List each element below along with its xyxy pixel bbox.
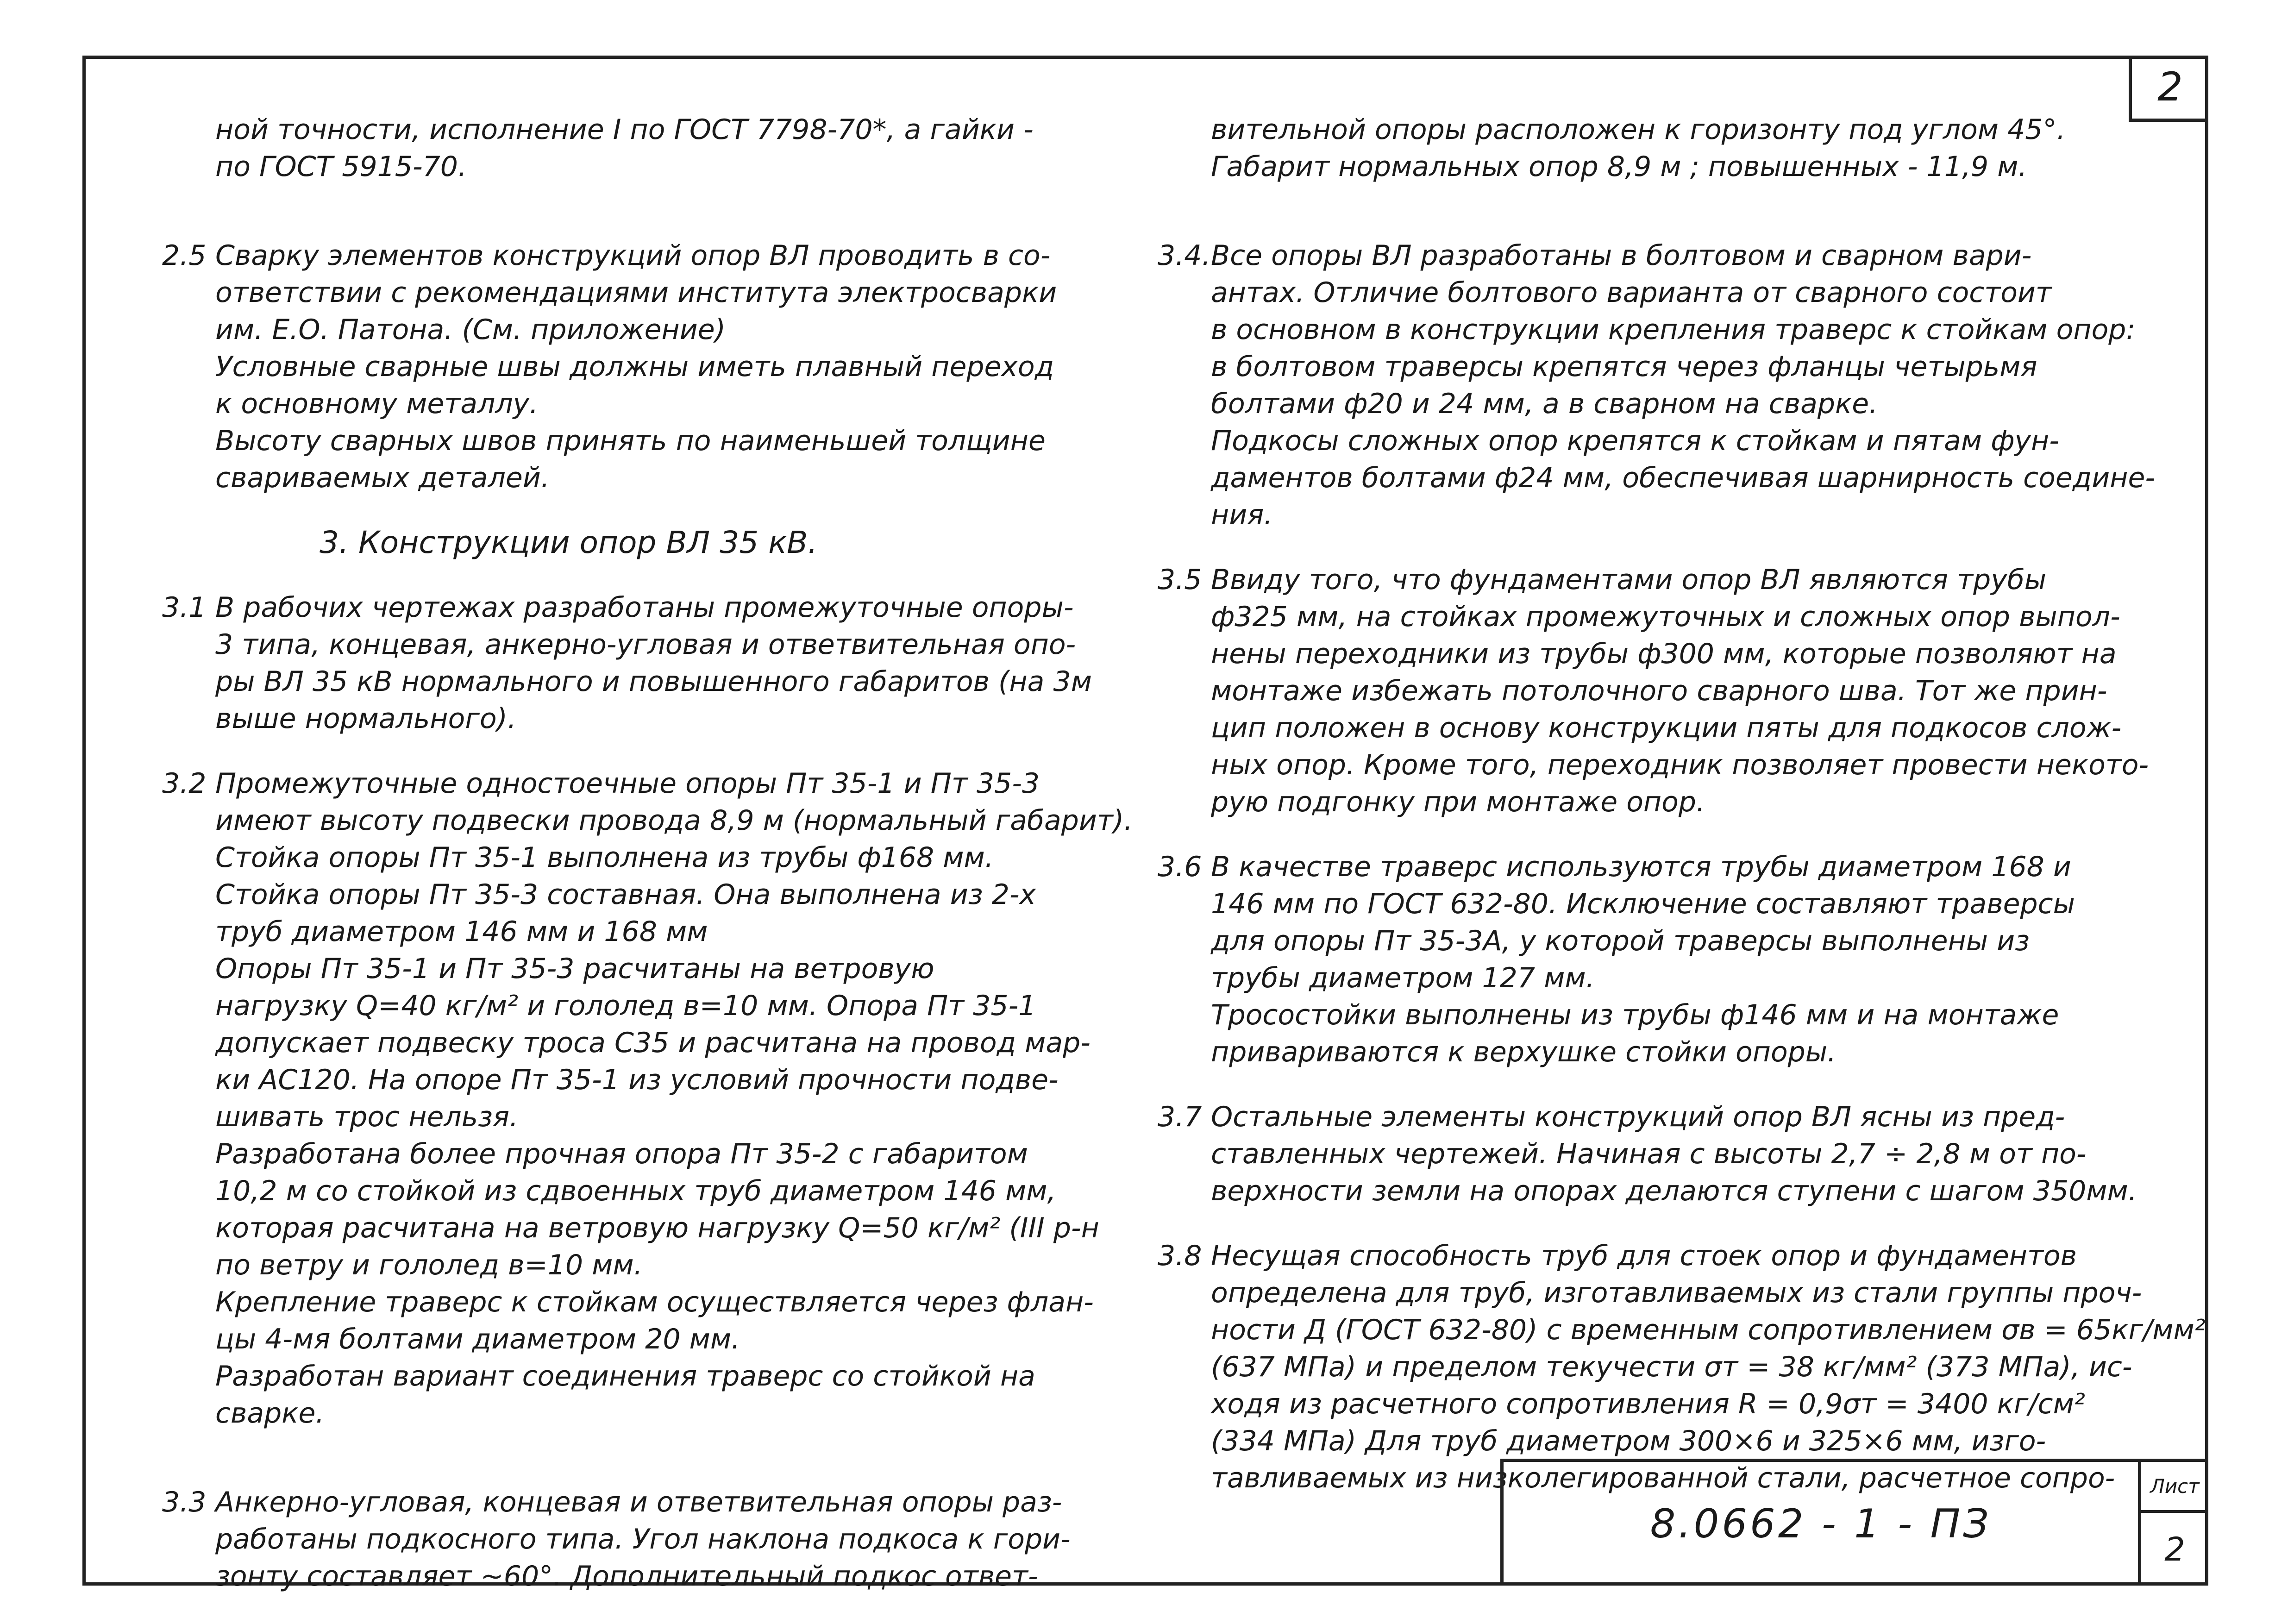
text-line: вительной опоры расположен к горизонту под углом 45°. [1211, 113, 2066, 146]
text-line: в основном в конструкции крепления траверс к стойкам опор: [1211, 314, 2136, 346]
paragraph-3-5: 3.5 Ввиду того, что фундаментами опор ВЛ являются трубы [1158, 564, 2047, 596]
text-line: Стойка опоры Пт 35-3 составная. Она выполнена из 2-х [215, 878, 1036, 911]
paragraph-3-7: 3.7 Остальные элементы конструкций опор ВЛ ясны из пред- [1158, 1101, 2065, 1133]
paragraph-3-6: 3.6 В качестве траверс используются трубы диаметром 168 и [1158, 851, 2071, 883]
text-line: 10,2 м со стойкой из сдвоенных труб диаметром 146 мм, [215, 1175, 1056, 1207]
text-line: Крепление траверс к стойкам осуществляется через флан- [215, 1286, 1094, 1318]
text-line: труб диаметром 146 мм и 168 мм [215, 915, 708, 948]
text-line: верхности земли на опорах делаются ступени с шагом 350мм. [1211, 1175, 2137, 1207]
text-line: цы 4-мя болтами диаметром 20 мм. [215, 1323, 740, 1355]
text-line: зонту составляет ~60°. Дополнительный подкос ответ- [215, 1560, 1038, 1593]
text-line: по ветру и гололед в=10 мм. [215, 1249, 643, 1281]
text-line: ф325 мм, на стойках промежуточных и сложных опор выпол- [1211, 601, 2120, 633]
text-line: даментов болтами ф24 мм, обеспечивая шарнирность соедине- [1211, 462, 2156, 494]
sheet-cell [2138, 1462, 2208, 1586]
text-line: ности Д (ГОСТ 632-80) с временным сопротивлением σв = 65кг/мм² [1211, 1314, 2206, 1346]
text-line: в болтовом траверсы крепятся через фланцы четырьмя [1211, 351, 2037, 383]
text-line: ходя из расчетного сопротивления R = 0,9σт = 3400 кг/см² [1211, 1388, 2085, 1420]
text-line: выше нормального). [215, 702, 517, 735]
text-line: рую подгонку при монтаже опор. [1211, 786, 1705, 818]
corner-sheet-number: 2 [2129, 56, 2208, 122]
text-line: трубы диаметром 127 мм. [1211, 962, 1595, 994]
text-line: привариваются к верхушке стойки опоры. [1211, 1036, 1836, 1068]
text-line: к основному металлу. [215, 388, 539, 420]
text-line: допускает подвеску троса С35 и расчитана на провод мар- [215, 1027, 1091, 1059]
text-line: им. Е.О. Патона. (См. приложение) [215, 314, 726, 346]
text-line: тавливаемых из низколегированной стали, расчетное сопро- [1211, 1462, 2115, 1494]
text-line: по ГОСТ 5915-70. [215, 150, 467, 183]
title-block [1500, 1459, 2208, 1586]
text-line: монтаже избежать потолочного сварного шва. Тот же прин- [1211, 675, 2107, 707]
paragraph-3-3: 3.3 Анкерно-угловая, концевая и ответвительная опоры раз- [162, 1486, 1062, 1518]
paragraph-3-2: 3.2 Промежуточные одностоечные опоры Пт 35-1 и Пт 35-3 [162, 767, 1040, 800]
text-line: ки АС120. На опоре Пт 35-1 из условий прочности подве- [215, 1064, 1059, 1096]
text-line: свариваемых деталей. [215, 462, 550, 494]
text-line: Условные сварные швы должны иметь плавный переход [215, 351, 1054, 383]
text-line: ной точности, исполнение I по ГОСТ 7798-70*, а гайки - [215, 113, 1034, 146]
document-code: 8.0662 - 1 - ПЗ [1650, 1500, 1992, 1547]
text-line: Разработан вариант соединения траверс со стойкой на [215, 1360, 1035, 1392]
text-line: Высоту сварных швов принять по наименьшей толщине [215, 425, 1046, 457]
text-line: сварке. [215, 1397, 325, 1430]
text-line: имеют высоту подвески провода 8,9 м (нормальный габарит). [215, 804, 1133, 837]
text-line: которая расчитана на ветровую нагрузку Q=50 кг/м² (III р-н [215, 1212, 1099, 1244]
text-line: ответствии с рекомендациями института электросварки [215, 276, 1057, 309]
text-line: болтами ф20 и 24 мм, а в сварном на сварке. [1211, 388, 1878, 420]
text-line: определена для труб, изготавливаемых из стали группы проч- [1211, 1277, 2142, 1309]
text-line: ния. [1211, 499, 1273, 531]
text-line: 146 мм по ГОСТ 632-80. Исключение составляют траверсы [1211, 888, 2075, 920]
text-line: ных опор. Кроме того, переходник позволяет провести некото- [1211, 749, 2149, 781]
text-line: антах. Отличие болтового варианта от сварного состоит [1211, 276, 2052, 309]
text-line: ры ВЛ 35 кВ нормального и повышенного габаритов (на 3м [215, 665, 1092, 698]
paragraph-2-5: 2.5 Сварку элементов конструкций опор ВЛ проводить в со- [162, 239, 1051, 272]
section-heading: 3. Конструкции опор ВЛ 35 кВ. [320, 525, 818, 560]
left-column [162, 111, 1139, 1595]
text-line: цип положен в основу конструкции пяты для подкосов слож- [1211, 712, 2122, 744]
text-line: Тросостойки выполнены из трубы ф146 мм и на монтаже [1211, 999, 2059, 1031]
text-line: Подкосы сложных опор крепятся к стойкам и пятам фун- [1211, 425, 2059, 457]
paragraph-3-4: 3.4.Все опоры ВЛ разработаны в болтовом и сварном вари- [1158, 239, 2032, 272]
text-line: нагрузку Q=40 кг/м² и гололед в=10 мм. Опора Пт 35-1 [215, 990, 1036, 1022]
paragraph-3-8: 3.8 Несущая способность труб для стоек опор и фундаментов [1158, 1240, 2077, 1272]
text-line: (637 МПа) и пределом текучести σт = 38 кг/мм² (373 МПа), ис- [1211, 1351, 2132, 1383]
text-line: ставленных чертежей. Начиная с высоты 2,7 ÷ 2,8 м от по- [1211, 1138, 2087, 1170]
sheet-number: 2 [2164, 1530, 2185, 1568]
text-line: Стойка опоры Пт 35-1 выполнена из трубы ф168 мм. [215, 841, 994, 874]
text-line: работаны подкосного типа. Угол наклона подкоса к гори- [215, 1523, 1071, 1555]
text-line: 3 типа, концевая, анкерно-угловая и ответвительная опо- [215, 628, 1076, 661]
sheet-label: Лист [2141, 1462, 2208, 1513]
paragraph-3-1: 3.1 В рабочих чертежах разработаны промежуточные опоры- [162, 591, 1074, 624]
text-line: (334 МПа) Для труб диаметром 300×6 и 325×6 мм, изго- [1211, 1425, 2046, 1457]
text-line: Габарит нормальных опор 8,9 м ; повышенных - 11,9 м. [1211, 150, 2027, 183]
text-line: Опоры Пт 35-1 и Пт 35-3 расчитаны на ветровую [215, 953, 934, 985]
text-line: Разработана более прочная опора Пт 35-2 с габаритом [215, 1138, 1028, 1170]
text-line: для опоры Пт 35-3А, у которой траверсы выполнены из [1211, 925, 2030, 957]
text-line: нены переходники из трубы ф300 мм, которые позволяют на [1211, 638, 2117, 670]
text-line: шивать трос нельзя. [215, 1101, 519, 1133]
